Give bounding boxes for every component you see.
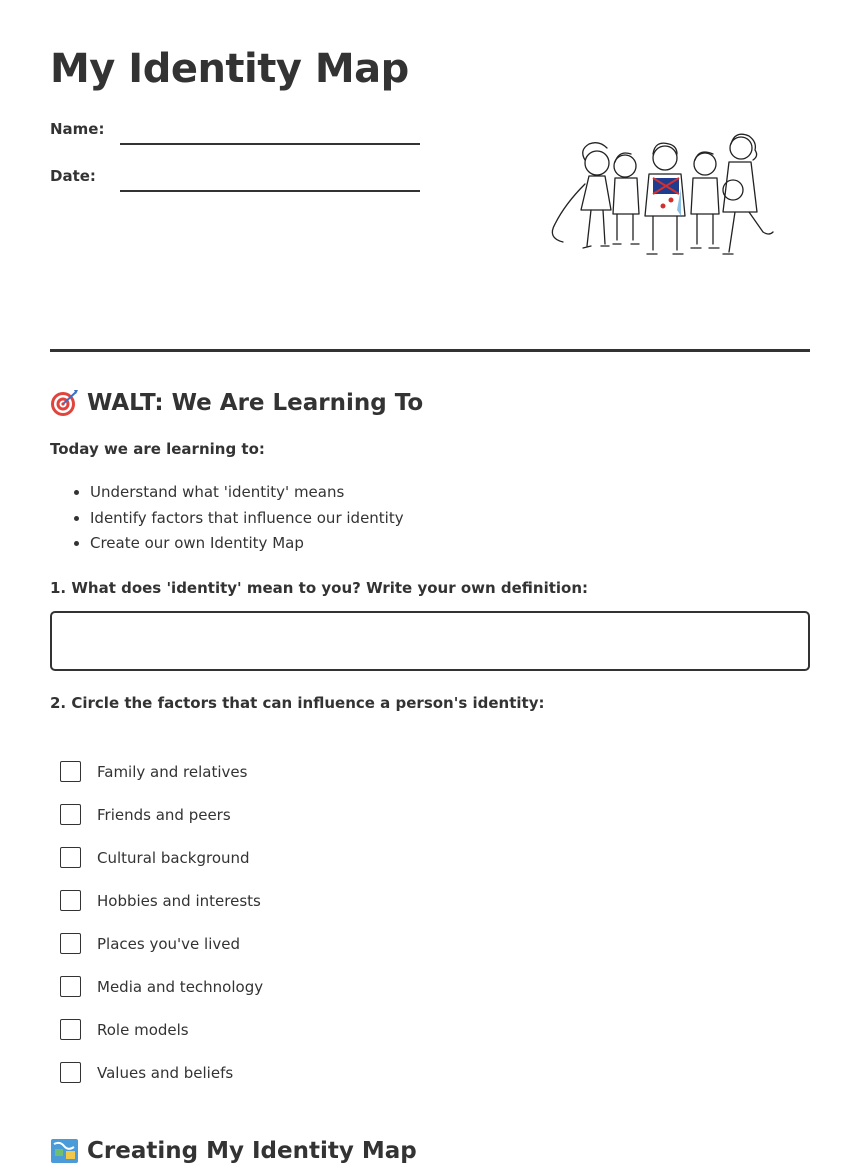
checkbox[interactable]: [60, 890, 81, 911]
walt-intro: Today we are learning to:: [50, 440, 265, 458]
creating-map-heading-text: Creating My Identity Map: [87, 1137, 417, 1164]
question-1: 1. What does 'identity' mean to you? Write your own definition:: [50, 579, 589, 597]
checkbox[interactable]: [60, 761, 81, 782]
walt-heading-text: WALT: We Are Learning To: [87, 389, 424, 416]
list-item: • Understand what 'identity' means: [90, 480, 404, 506]
name-label: Name:: [50, 120, 105, 138]
checkbox[interactable]: [60, 1019, 81, 1040]
date-field[interactable]: [120, 190, 420, 192]
option-label: Values and beliefs: [97, 1063, 234, 1082]
option-media[interactable]: [60, 965, 460, 1008]
option-family[interactable]: [60, 750, 460, 793]
option-label: Cultural background: [97, 848, 250, 867]
option-places[interactable]: [60, 922, 460, 965]
option-hobbies[interactable]: [60, 879, 460, 922]
option-friends[interactable]: [60, 793, 460, 836]
learning-goals-list: [50, 480, 404, 557]
question-2: 2. Circle the factors that can influence a person's identity:: [50, 694, 545, 712]
list-item: • Create our own Identity Map: [90, 531, 404, 557]
option-values[interactable]: [60, 1051, 460, 1094]
checkbox[interactable]: [60, 933, 81, 954]
children-group-illustration: [545, 128, 777, 270]
option-role-models[interactable]: [60, 1008, 460, 1051]
option-label: Places you've lived: [97, 934, 240, 953]
date-label: Date:: [50, 167, 96, 185]
option-label: Role models: [97, 1020, 189, 1039]
option-cultural[interactable]: [60, 836, 460, 879]
option-label: Hobbies and interests: [97, 891, 261, 910]
list-item: • Identify factors that influence our identity: [90, 506, 404, 532]
walt-heading: [50, 388, 423, 417]
checkbox[interactable]: [60, 847, 81, 868]
option-label: Friends and peers: [97, 805, 231, 824]
name-field[interactable]: [120, 143, 420, 145]
definition-answer-box[interactable]: [50, 611, 810, 671]
option-label: Media and technology: [97, 977, 264, 996]
page-title: My Identity Map: [50, 46, 409, 92]
target-dart-icon: [50, 388, 79, 417]
checkbox[interactable]: [60, 804, 81, 825]
option-label: Family and relatives: [97, 762, 248, 781]
checkbox[interactable]: [60, 1062, 81, 1083]
checkbox[interactable]: [60, 976, 81, 997]
header-divider: [50, 349, 810, 352]
